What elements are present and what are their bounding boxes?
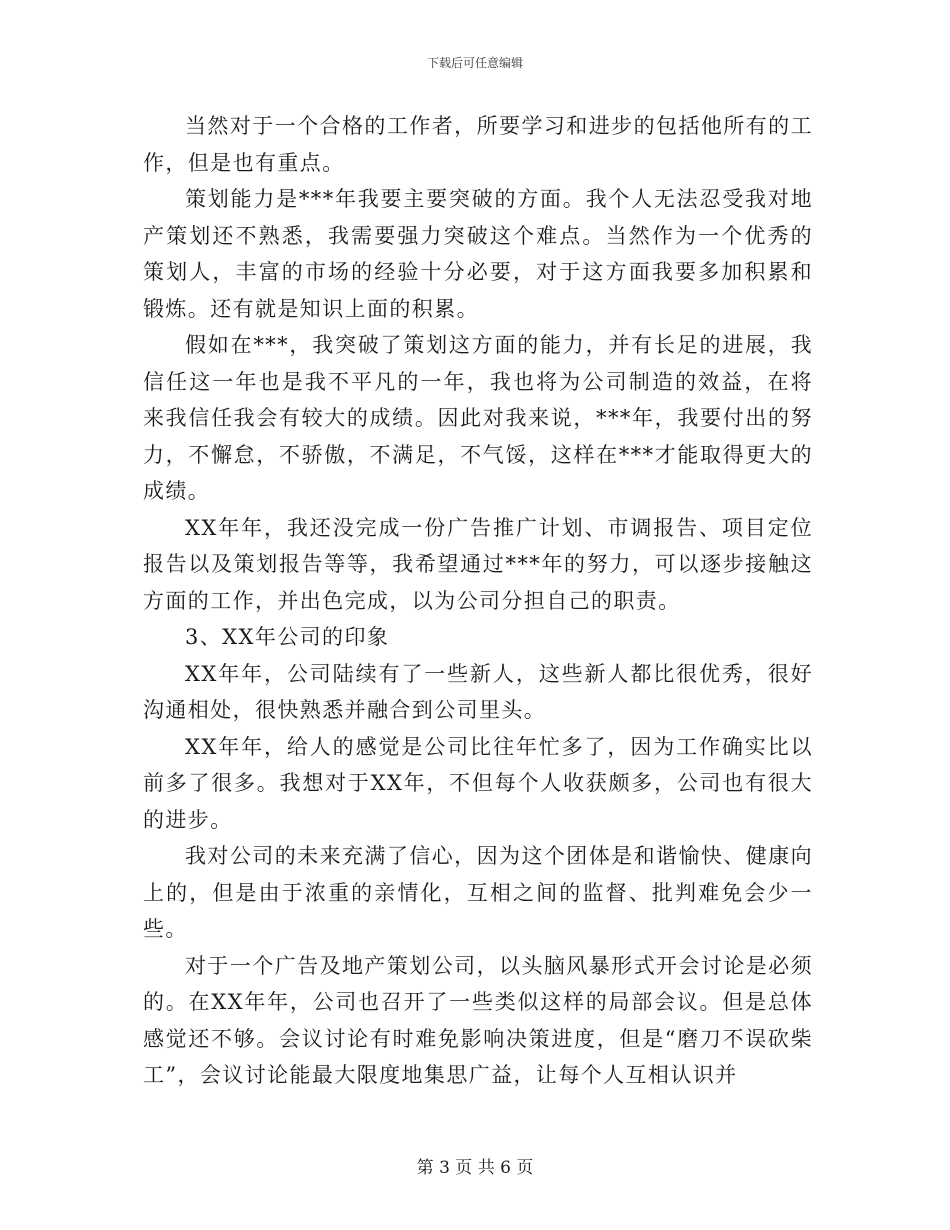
section-heading: 3、XX年公司的印象 bbox=[185, 625, 390, 649]
paragraph: 我对公司的未来充满了信心，因为这个团体是和谐愉快、健康向上的，但是由于浓重的亲情化，互相之间的监督、批判难免会少一些。 bbox=[143, 844, 813, 941]
paragraph: XX年年，给人的感觉是公司比往年忙多了，因为工作确实比以前多了很多。我想对于XX年，不但每个人收获颇多，公司也有很大的进步。 bbox=[143, 734, 813, 832]
page-header: 下载后可任意编辑 bbox=[426, 56, 523, 70]
document-body bbox=[143, 108, 813, 1094]
paragraph: 假如在***，我突破了策划这方面的能力，并有长足的进展，我信任这一年也是我不平凡的一年，我也将为公司制造的效益，在将来我信任我会有较大的成绩。因此对我来说，***年，我要付出的努力，不懈怠，不骄傲，不满足，不气馁，这样在***才能取得更大的成绩。 bbox=[143, 333, 813, 503]
paragraph: XX年年，公司陆续有了一些新人，这些新人都比很优秀，很好沟通相处，很快熟悉并融合到公司里头。 bbox=[143, 661, 813, 722]
paragraph: 对于一个广告及地产策划公司，以头脑风暴形式开会讨论是必须的。在XX年年，公司也召开了一些类似这样的局部会议。但是总体感觉还不够。会议讨论有时难免影响决策进度，但是“磨刀不误砍柴工”，会议讨论能最大限度地集思广益，让每个人互相认识并 bbox=[143, 953, 813, 1087]
paragraph: 策划能力是***年我要主要突破的方面。我个人无法忍受我对地产策划还不熟悉，我需要强力突破这个难点。当然作为一个优秀的策划人，丰富的市场的经验十分必要，对于这方面我要多加积累和锻炼。还有就是知识上面的积累。 bbox=[143, 187, 813, 321]
paragraph: XX年年，我还没完成一份广告推广计划、市调报告、项目定位报告以及策划报告等等，我希望通过***年的努力，可以逐步接触这方面的工作，并出色完成，以为公司分担自己的职责。 bbox=[143, 515, 813, 613]
page-number-footer: 第 3 页 共 6 页 bbox=[416, 1158, 534, 1178]
paragraph: 当然对于一个合格的工作者，所要学习和进步的包括他所有的工作，但是也有重点。 bbox=[143, 114, 813, 175]
